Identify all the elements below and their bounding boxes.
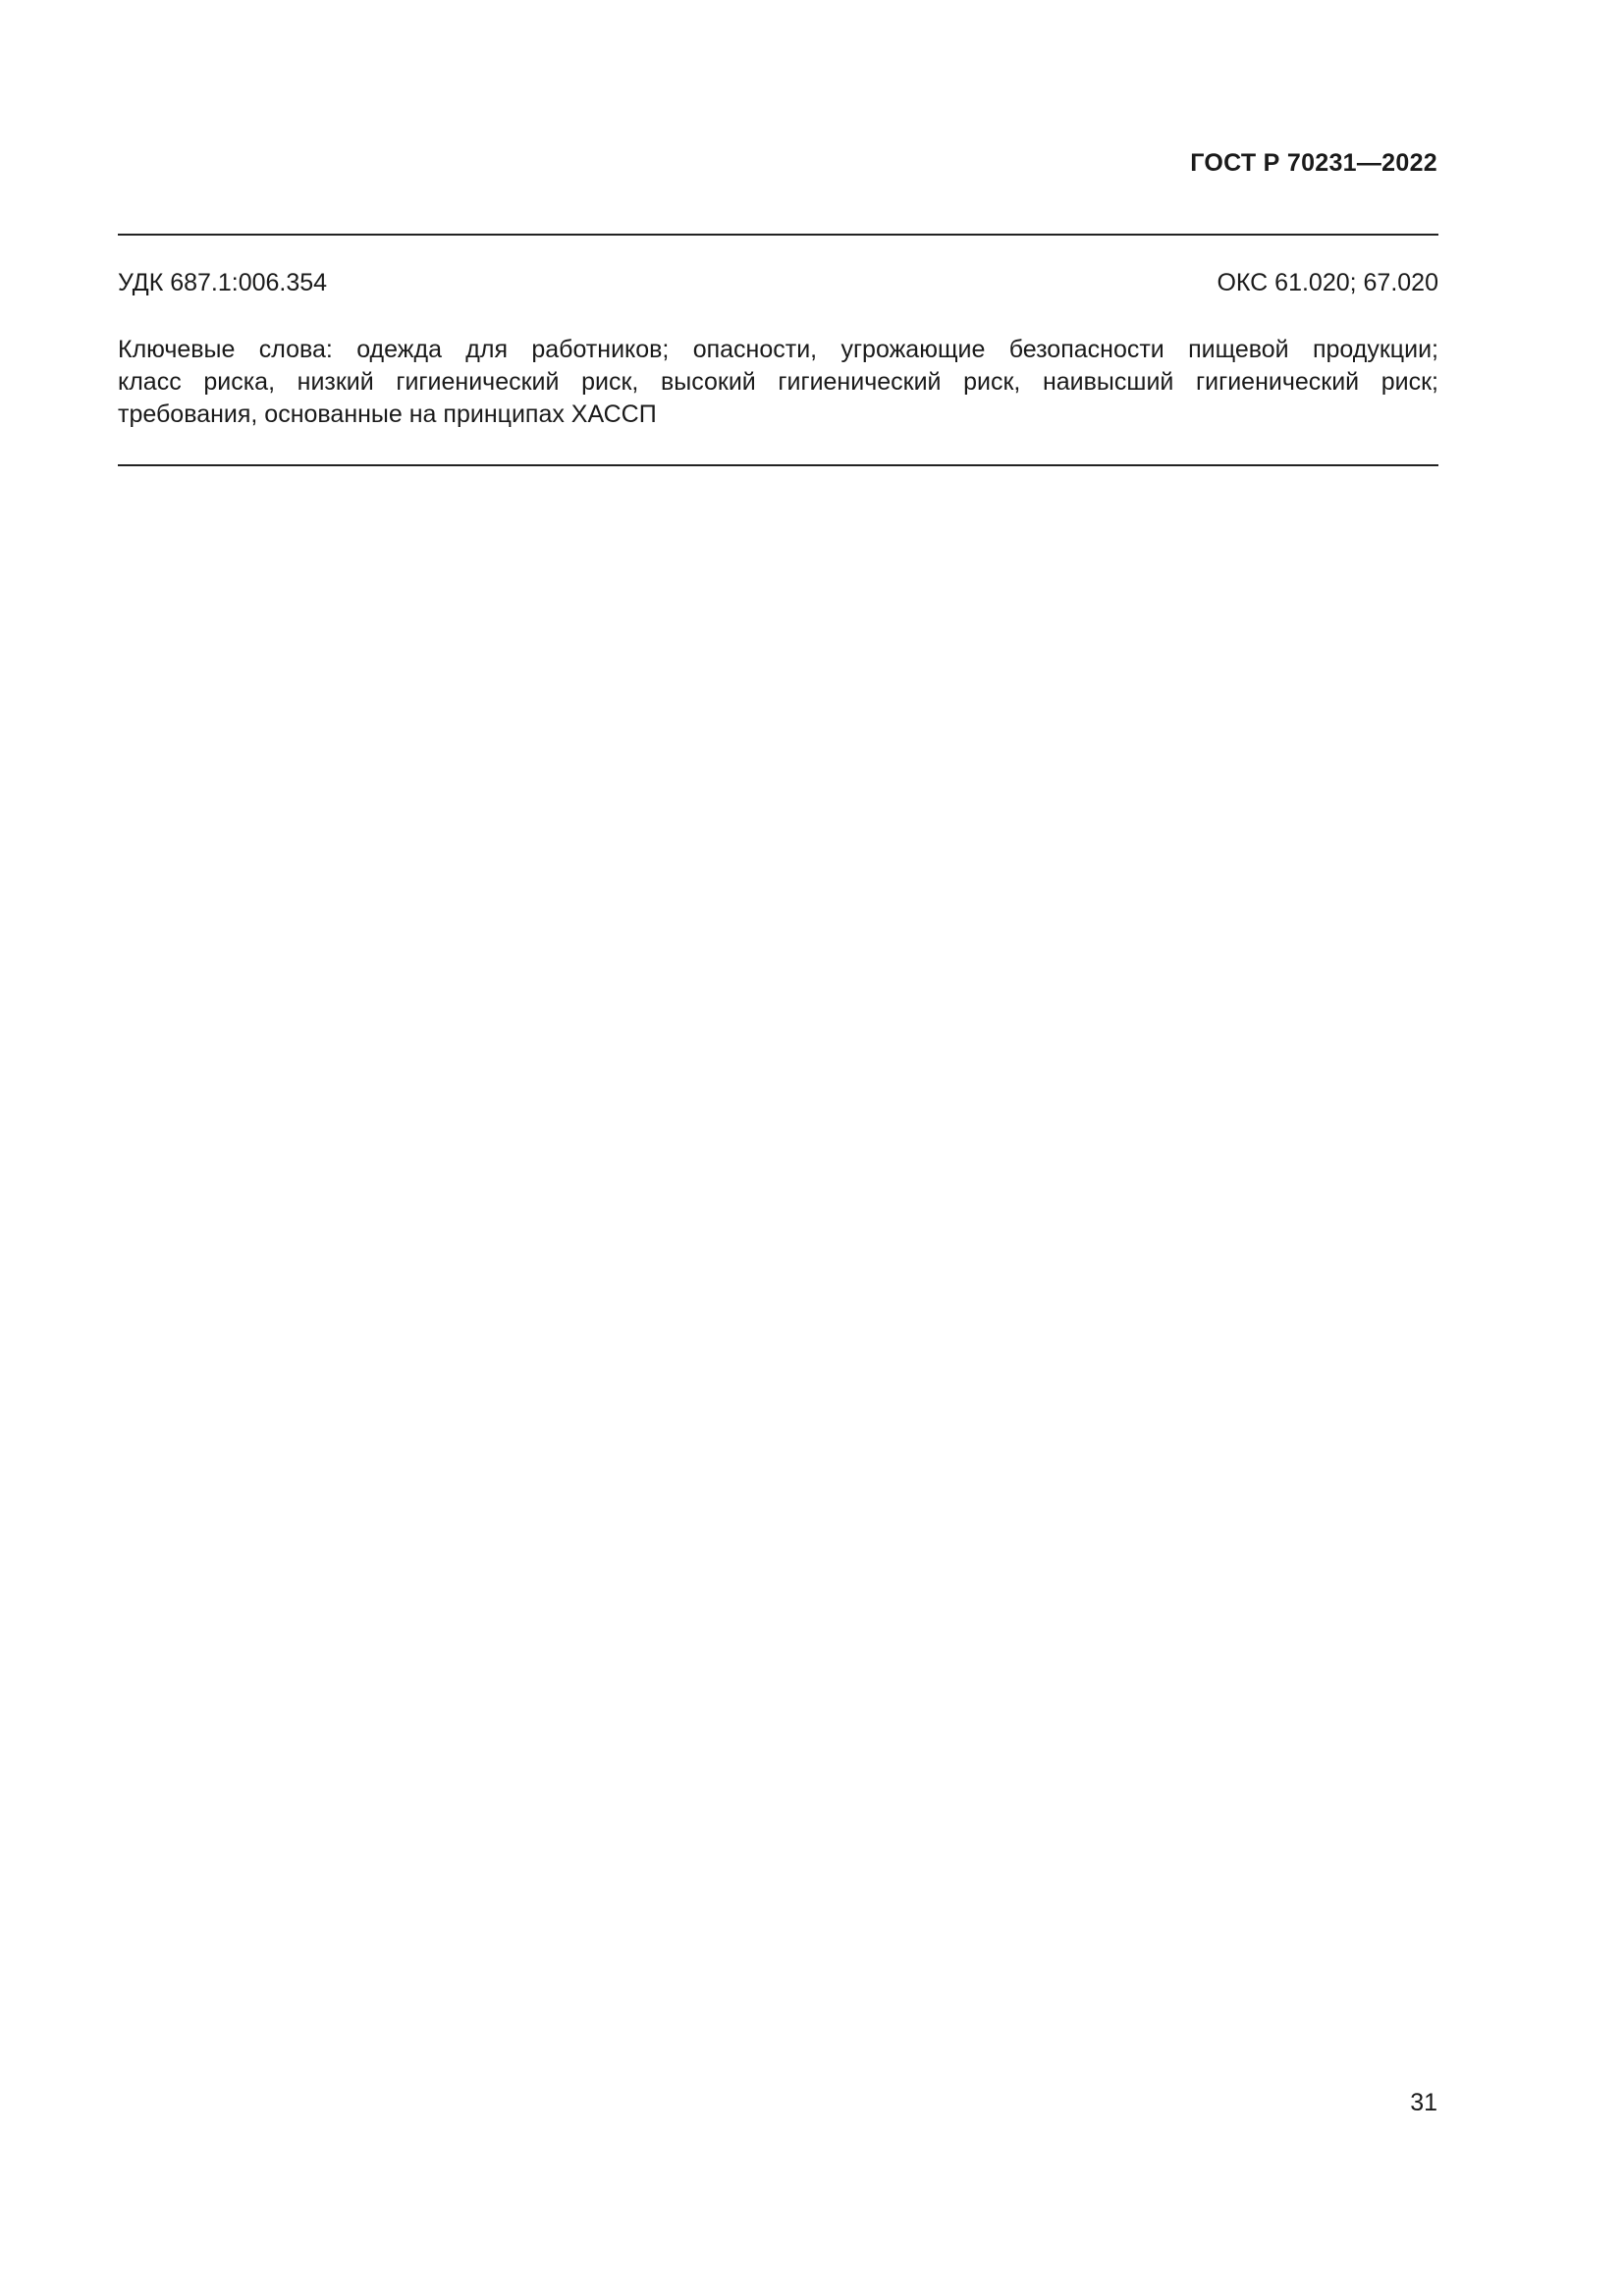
keywords-line: класс риска, низкий гигиенический риск, высокий гигиенический риск, наивысший гигиенический риск; xyxy=(118,368,1438,396)
keywords-line: Ключевые слова: одежда для работников; опасности, угрожающие безопасности пищевой продукции; xyxy=(118,336,1438,363)
page-number: 31 xyxy=(1410,2089,1437,2116)
document-code: ГОСТ Р 70231—2022 xyxy=(1190,149,1437,177)
udk-code: УДК 687.1:006.354 xyxy=(118,269,328,296)
keywords-paragraph xyxy=(118,334,1438,431)
keywords-line: требования, основанные на принципах ХАССП xyxy=(118,400,657,428)
classification-row xyxy=(118,269,1438,297)
oks-code: ОКС 61.020; 67.020 xyxy=(1217,269,1438,296)
bottom-divider xyxy=(118,464,1438,466)
top-divider xyxy=(118,234,1438,236)
